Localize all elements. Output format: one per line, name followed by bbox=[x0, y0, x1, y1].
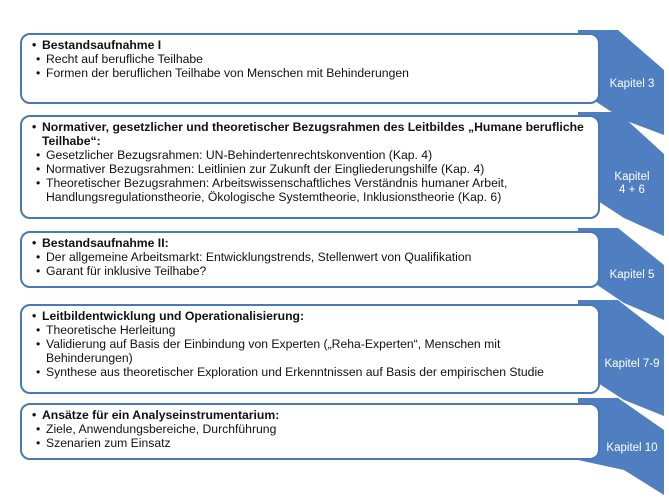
box-heading: • Ansätze für ein Analyseinstrumentarium: bbox=[32, 408, 280, 422]
bullet-icon: • bbox=[32, 38, 37, 52]
list-item: • Ziele, Anwendungsbereiche, Durchführung bbox=[36, 422, 277, 436]
list-item: • Theoretischer Bezugsrahmen: Arbeitswissenschaftliches Verständnis humaner Arbeit, Handlungsregulationstheorie, Ökologische Systemtheorie, Inklusionstheorie (Kap. 6) bbox=[36, 176, 508, 204]
chapter-label-4: Kapitel 7-9 bbox=[604, 358, 660, 370]
content-box-5 bbox=[20, 403, 600, 460]
content-box-2 bbox=[20, 115, 600, 219]
bullet-icon: • bbox=[36, 162, 41, 176]
bullet-icon: • bbox=[36, 323, 41, 337]
bullet-icon: • bbox=[36, 422, 41, 436]
content-box-3 bbox=[20, 231, 600, 288]
box-heading: • Leitbildentwicklung und Operationalisierung: bbox=[32, 309, 305, 323]
bullet-icon: • bbox=[36, 365, 41, 379]
list-item: • Gesetzlicher Bezugsrahmen: UN-Behindertenrechtskonvention (Kap. 4) bbox=[36, 148, 433, 162]
chapter-label-1: Kapitel 3 bbox=[609, 78, 655, 90]
bullet-icon: • bbox=[36, 264, 41, 278]
box-heading: • Bestandsaufnahme II: bbox=[32, 236, 169, 250]
list-item: • Synthese aus theoretischer Exploration und Erkenntnissen auf Basis der empirischen Studie bbox=[36, 365, 544, 379]
bullet-icon: • bbox=[36, 176, 41, 190]
bullet-icon: • bbox=[36, 337, 41, 351]
list-item: • Validierung auf Basis der Einbindung von Experten („Reha-Experten“, Menschen mit Behinderungen) bbox=[36, 337, 501, 365]
bullet-icon: • bbox=[36, 436, 41, 450]
box-heading: • Normativer, gesetzlicher und theoretischer Bezugsrahmen des Leitbildes „Humane berufliche Teilhabe“: bbox=[32, 120, 584, 148]
bullet-icon: • bbox=[32, 408, 37, 422]
list-item: • Recht auf berufliche Teilhabe bbox=[36, 52, 203, 66]
content-box-4 bbox=[20, 304, 600, 394]
bullet-icon: • bbox=[32, 120, 37, 134]
bullet-icon: • bbox=[36, 250, 41, 264]
bullet-icon: • bbox=[36, 52, 41, 66]
list-item: • Theoretische Herleitung bbox=[36, 323, 176, 337]
bullet-icon: • bbox=[32, 309, 37, 323]
chapter-label-2: Kapitel 4 + 6 bbox=[614, 171, 650, 196]
chapter-label-5: Kapitel 10 bbox=[606, 442, 658, 454]
list-item: • Formen der beruflichen Teilhabe von Menschen mit Behinderungen bbox=[36, 66, 409, 80]
bullet-icon: • bbox=[36, 66, 41, 80]
list-item: • Der allgemeine Arbeitsmarkt: Entwicklungstrends, Stellenwert von Qualifikation bbox=[36, 250, 472, 264]
bullet-icon: • bbox=[36, 148, 41, 162]
bullet-icon: • bbox=[32, 236, 37, 250]
box-heading: • Bestandsaufnahme I bbox=[32, 38, 162, 52]
chapter-label-3: Kapitel 5 bbox=[609, 269, 655, 281]
list-item: • Garant für inklusive Teilhabe? bbox=[36, 264, 207, 278]
list-item: • Normativer Bezugsrahmen: Leitlinien zur Zukunft der Eingliederungshilfe (Kap. 4) bbox=[36, 162, 485, 176]
content-box-1 bbox=[20, 33, 600, 104]
list-item: • Szenarien zum Einsatz bbox=[36, 436, 171, 450]
